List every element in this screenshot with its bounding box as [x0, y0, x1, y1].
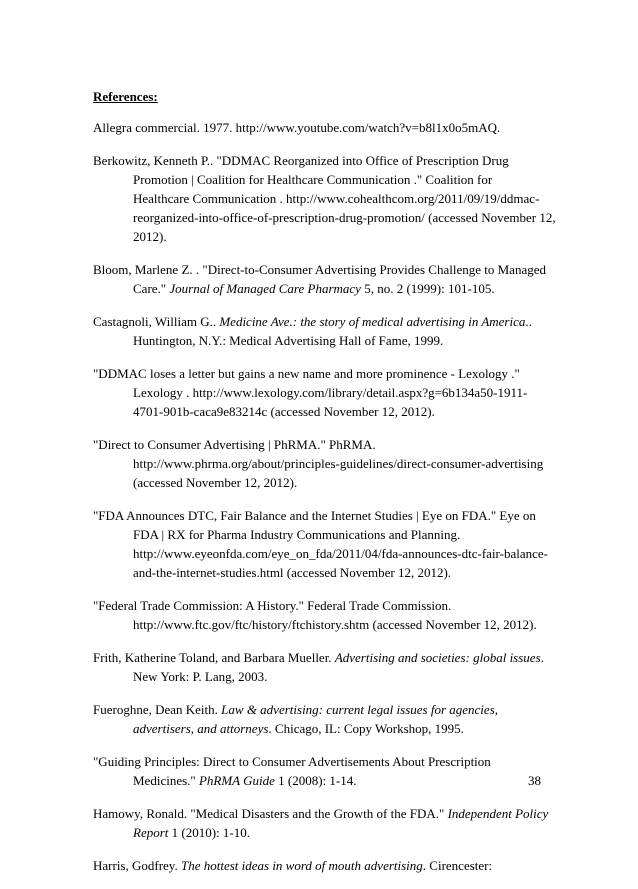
reference-italic-title: Law & advertising: current legal issues for agencies, — [221, 702, 498, 717]
reference-text: 2012). — [133, 229, 167, 244]
reference-first-line — [93, 435, 545, 454]
reference-entry — [93, 364, 545, 421]
reference-text: Harris, Godfrey. — [93, 858, 181, 873]
reference-italic-title: Independent Policy — [447, 806, 549, 821]
reference-first-line — [93, 648, 545, 667]
reference-entry — [93, 312, 545, 350]
reference-text: Lexology . http://www.lexology.com/library/detail.aspx?g=6b134a50-1911- — [133, 385, 528, 400]
reference-continuation-line — [93, 454, 545, 473]
reference-text: Care." — [133, 281, 170, 296]
reference-text: Castagnoli, William G.. — [93, 314, 220, 329]
reference-italic-title: advertisers, and attorneys — [133, 721, 269, 736]
reference-italic-title: The hottest ideas in word of mouth advertising — [180, 858, 423, 873]
reference-text: "Direct to Consumer Advertising | PhRMA." PhRMA. — [93, 437, 376, 452]
reference-first-line — [93, 856, 545, 875]
reference-continuation-line — [93, 771, 545, 790]
reference-continuation-line — [93, 473, 545, 492]
reference-continuation-line — [93, 667, 545, 686]
reference-text: 5, no. 2 (1999): 101-105. — [360, 281, 495, 296]
reference-italic-title: Journal of Managed Care Pharmacy — [169, 281, 361, 296]
reference-text: Huntington, N.Y.: Medical Advertising Hall of Fame, 1999. — [133, 333, 444, 348]
reference-text: .. — [525, 314, 532, 329]
reference-first-line — [93, 596, 545, 615]
reference-text: 1 (2008): 1-14. — [274, 773, 357, 788]
reference-text: "DDMAC loses a letter but gains a new name and more prominence - Lexology ." — [93, 366, 520, 381]
reference-continuation-line — [93, 227, 545, 246]
reference-text: Promotion | Coalition for Healthcare Communication ." Coalition for — [133, 172, 493, 187]
reference-continuation-line — [93, 615, 545, 634]
reference-text: Healthcare Communication . http://www.cohealthcom.org/2011/09/19/ddmac- — [133, 191, 540, 206]
reference-continuation-line — [93, 544, 548, 563]
reference-italic-title: PhRMA Guide — [198, 773, 275, 788]
reference-first-line — [93, 364, 545, 383]
reference-text: Allegra commercial. 1977. http://www.youtube.com/watch?v=b8l1x0o5mAQ. — [93, 120, 501, 135]
reference-entry — [93, 435, 545, 492]
reference-continuation-line — [93, 563, 545, 582]
reference-entry — [93, 856, 545, 875]
reference-first-line — [93, 752, 545, 771]
reference-text: . Cirencester: — [422, 858, 493, 873]
reference-text: 1 (2010): 1-10. — [168, 825, 250, 840]
reference-italic-title: Medicine Ave.: the story of medical advertising in America — [219, 314, 526, 329]
reference-first-line — [93, 506, 545, 525]
reference-text: (accessed November 12, 2012). — [133, 475, 298, 490]
reference-continuation-line — [93, 279, 545, 298]
reference-entry — [93, 151, 556, 246]
reference-text: reorganized-into-office-of-prescription-drug-promotion/ (accessed November 12, — [133, 210, 556, 225]
reference-italic-title: Report — [133, 825, 169, 840]
reference-text: http://www.phrma.org/about/principles-guidelines/direct-consumer-advertising — [133, 456, 544, 471]
reference-continuation-line — [93, 525, 545, 544]
reference-entry — [93, 596, 545, 634]
reference-first-line — [93, 118, 545, 137]
reference-text: Frith, Katherine Toland, and Barbara Mueller. — [93, 650, 335, 665]
reference-entry — [93, 752, 545, 790]
reference-first-line — [93, 312, 545, 331]
reference-entry — [93, 804, 549, 842]
reference-text: "Guiding Principles: Direct to Consumer Advertisements About Prescription — [93, 754, 491, 769]
reference-text: FDA | RX for Pharma Industry Communications and Planning. — [133, 527, 461, 542]
page-number: 38 — [528, 773, 541, 788]
reference-first-line — [93, 151, 545, 170]
reference-text: http://www.eyeonfda.com/eye_on_fda/2011/04/fda-announces-dtc-fair-balance- — [133, 546, 548, 561]
reference-entry — [93, 700, 545, 738]
reference-text: "FDA Announces DTC, Fair Balance and the Internet Studies | Eye on FDA." Eye on — [93, 508, 536, 523]
reference-text: Bloom, Marlene Z. . "Direct-to-Consumer Advertising Provides Challenge to Managed — [93, 262, 546, 277]
references-list — [93, 118, 556, 889]
reference-text: 4701-901b-caca9e83214c (accessed November 12, 2012). — [133, 404, 435, 419]
reference-first-line — [93, 700, 545, 719]
reference-text: http://www.ftc.gov/ftc/history/ftchistory.shtm (accessed November 12, 2012). — [133, 617, 537, 632]
reference-entry — [93, 260, 545, 298]
reference-continuation-line — [93, 208, 556, 227]
reference-first-line — [93, 260, 545, 279]
reference-text: Hamowy, Ronald. "Medical Disasters and the Growth of the FDA." — [93, 806, 448, 821]
reference-continuation-line — [93, 383, 545, 402]
reference-continuation-line — [93, 331, 545, 350]
reference-entry — [93, 506, 548, 582]
reference-text: New York: P. Lang, 2003. — [133, 669, 268, 684]
reference-continuation-line — [93, 189, 545, 208]
reference-continuation-line — [93, 170, 545, 189]
reference-first-line — [93, 804, 549, 823]
reference-text: "Federal Trade Commission: A History." Federal Trade Commission. — [93, 598, 452, 613]
reference-continuation-line — [93, 402, 545, 421]
reference-text: . Chicago, IL: Copy Workshop, 1995. — [268, 721, 464, 736]
reference-continuation-line — [93, 719, 545, 738]
references-heading: References: — [93, 89, 158, 104]
reference-text: and-the-internet-studies.html (accessed November 12, 2012). — [133, 565, 452, 580]
reference-entry — [93, 118, 545, 137]
reference-text: Medicines." — [133, 773, 199, 788]
reference-entry — [93, 648, 545, 686]
reference-text: Fueroghne, Dean Keith. — [93, 702, 222, 717]
reference-text: Berkowitz, Kenneth P.. "DDMAC Reorganized into Office of Prescription Drug — [93, 153, 509, 168]
reference-text: . — [540, 650, 544, 665]
reference-italic-title: Advertising and societies: global issues — [334, 650, 541, 665]
